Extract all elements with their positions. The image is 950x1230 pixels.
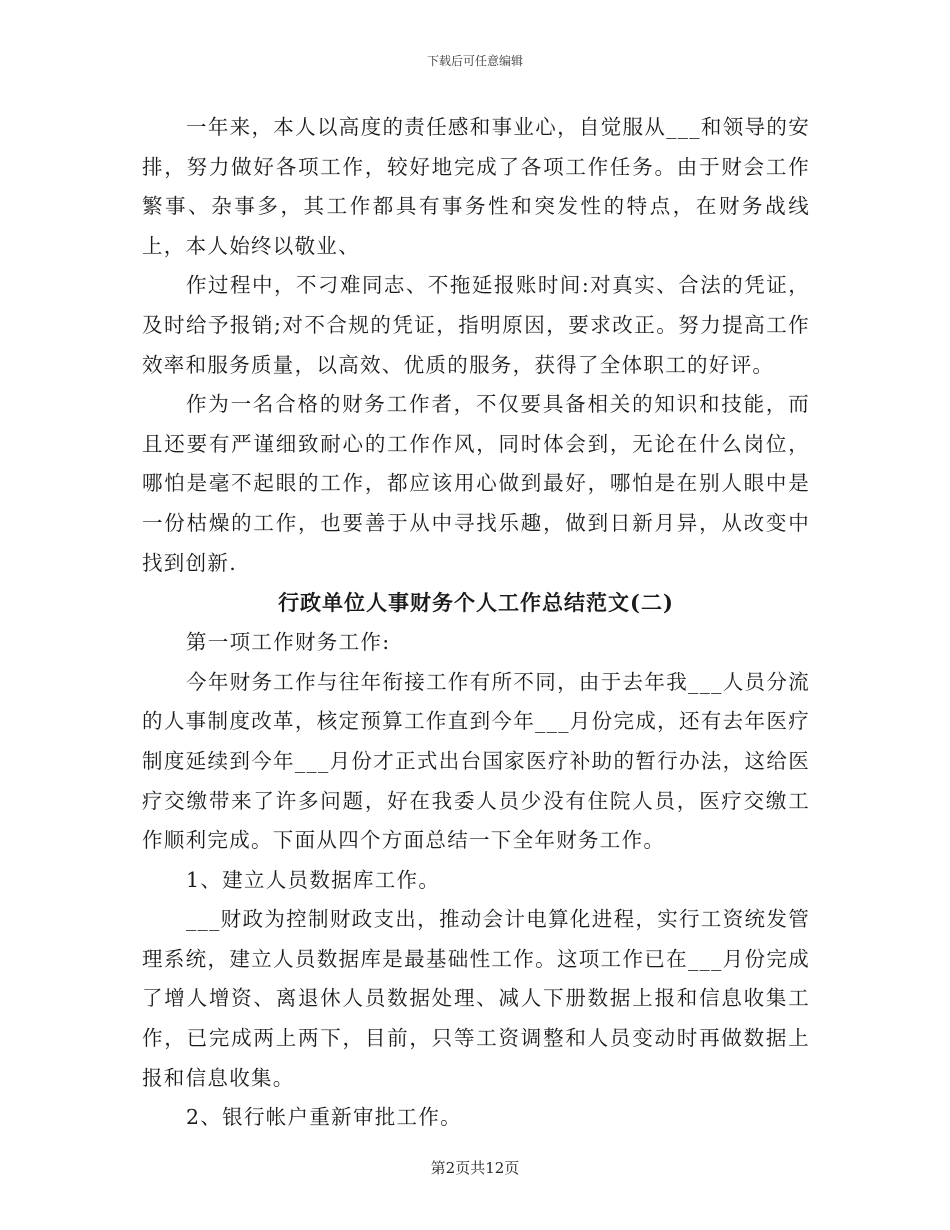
list-heading-2: 2、银行帐户重新审批工作。 bbox=[186, 1105, 462, 1130]
paragraph-3: 作为一名合格的财务工作者，不仅要具备相关的知识和技能，而且还要有严谨细致耐心的工作作风，同时体会到，无论在什么岗位，哪怕是毫不起眼的工作，都应该用心做到最好，哪怕是在别人眼中是一份枯燥的工作，也要善于从中寻找乐趣，做到日新月异，从改变中找到创新. bbox=[142, 392, 810, 575]
paragraph-1: 一年来，本人以高度的责任感和事业心，自觉服从___和领导的安排，努力做好各项工作，较好地完成了各项工作任务。由于财会工作繁事、杂事多，其工作都具有事务性和突发性的特点，在财务战线上，本人始终以敬业、 bbox=[142, 115, 810, 258]
page-footer: 第2页共12页 bbox=[430, 1159, 520, 1177]
list-heading-1: 1、建立人员数据库工作。 bbox=[186, 867, 441, 892]
page-header: 下载后可任意编辑 bbox=[426, 54, 523, 68]
document-body bbox=[142, 108, 810, 1138]
paragraph-2: 作过程中，不刁难同志、不拖延报账时间:对真实、合法的凭证，及时给予报销;对不合规的凭证，指明原因，要求改正。努力提高工作效率和服务质量，以高效、优质的服务，获得了全体职工的好评。 bbox=[142, 273, 810, 377]
paragraph-6: ___财政为控制财政支出，推动会计电算化进程，实行工资统发管理系统，建立人员数据库是最基础性工作。这项工作已在___月份完成了增人增资、离退休人员数据处理、减人下册数据上报和信息收集工作，已完成两上两下，目前，只等工资调整和人员变动时再做数据上报和信息收集。 bbox=[142, 907, 810, 1090]
paragraph-4: 第一项工作财务工作: bbox=[186, 630, 391, 655]
paragraph-5: 今年财务工作与往年衔接工作有所不同，由于去年我___人员分流的人事制度改革，核定预算工作直到今年___月份完成，还有去年医疗制度延续到今年___月份才正式出台国家医疗补助的暂行办法，这给医疗交缴带来了许多问题，好在我委人员少没有住院人员，医疗交缴工作顺利完成。下面从四个方面总结一下全年财务工作。 bbox=[142, 669, 810, 853]
section-title: 行政单位人事财务个人工作总结范文(二) bbox=[278, 590, 674, 616]
